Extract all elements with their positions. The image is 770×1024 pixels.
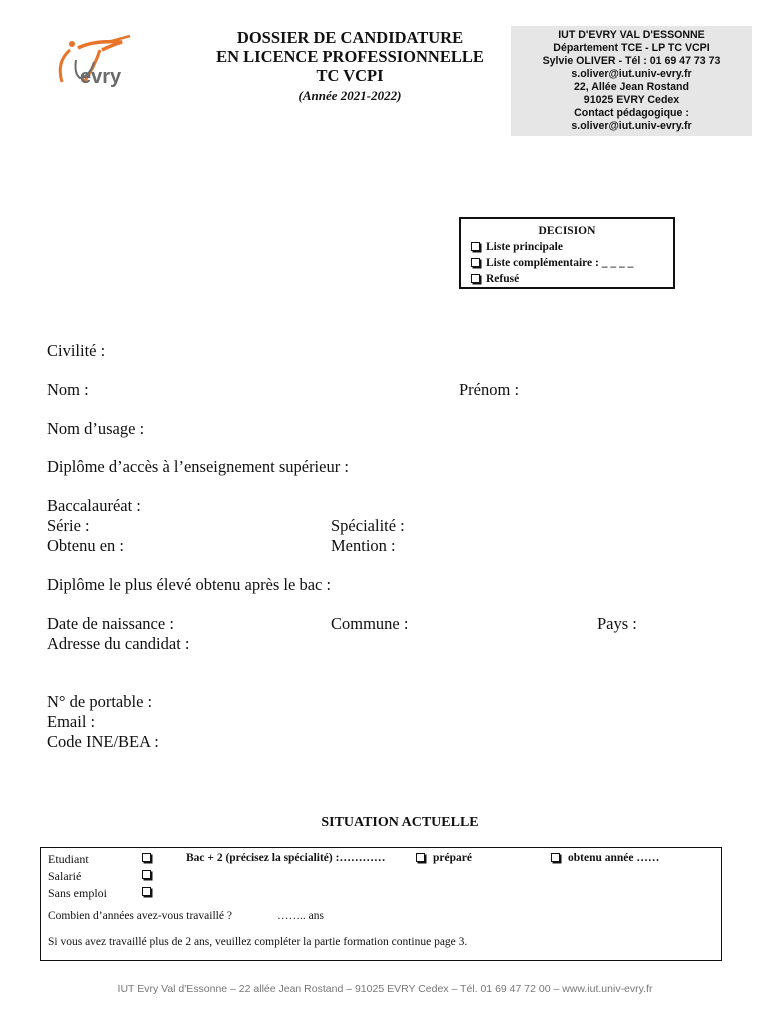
annees-travail-label: Combien d’années avez-vous travaillé ? xyxy=(48,910,232,922)
checkbox[interactable] xyxy=(471,242,480,251)
checkbox[interactable] xyxy=(471,258,480,267)
academic-year: (Année 2021-2022) xyxy=(298,88,402,103)
logo-text: evry xyxy=(80,66,122,88)
prenom-label: Prénom : xyxy=(459,380,520,399)
contact-email: s.oliver@iut.univ-evry.fr xyxy=(571,120,692,132)
serie-label: Série : xyxy=(47,516,90,535)
diplome-eleve-label: Diplôme le plus élevé obtenu après le bac : xyxy=(47,575,332,594)
title-line-3: TC VCPI xyxy=(316,66,384,85)
checkbox[interactable] xyxy=(471,274,480,283)
portable-label: N° de portable : xyxy=(47,692,153,711)
decision-option: Liste complémentaire : _ _ _ _ xyxy=(471,255,673,271)
obtenu-en-label: Obtenu en : xyxy=(47,536,124,555)
sans-emploi-checkbox[interactable] xyxy=(142,887,151,896)
title-line-2: EN LICENCE PROFESSIONNELLE xyxy=(216,47,484,66)
formation-continue-note: Si vous avez travaillé plus de 2 ans, veuillez compléter la partie formation continue page 3. xyxy=(48,936,468,948)
status-etudiant: Etudiant xyxy=(48,852,89,866)
contact-box xyxy=(511,26,752,136)
decision-title: DECISION xyxy=(538,225,596,237)
nom-usage-label: Nom d’usage : xyxy=(47,419,145,438)
diplome-acces-label: Diplôme d’accès à l’enseignement supérieur : xyxy=(47,457,349,476)
situation-title: SITUATION ACTUELLE xyxy=(321,815,479,830)
contact-line: Département TCE - LP TC VCPI xyxy=(553,42,710,54)
decision-box xyxy=(459,217,675,289)
obtenu-checkbox[interactable] xyxy=(551,853,560,862)
contact-line: Sylvie OLIVER - Tél : 01 69 47 73 73 xyxy=(542,55,721,67)
salarie-checkbox[interactable] xyxy=(142,870,151,879)
email-label: Email : xyxy=(47,712,96,731)
decision-option: Refusé xyxy=(471,271,673,287)
pays-label: Pays : xyxy=(597,614,637,633)
contact-email: s.oliver@iut.univ-evry.fr xyxy=(571,68,692,80)
situation-box xyxy=(40,847,722,961)
etudiant-checkbox[interactable] xyxy=(142,853,151,862)
contact-line: 91025 EVRY Cedex xyxy=(583,94,680,106)
document-title xyxy=(190,28,510,105)
specialite-label: Spécialité : xyxy=(331,516,405,535)
obtenu-annee-label: obtenu année …… xyxy=(568,852,660,864)
baccalaureat-label: Baccalauréat : xyxy=(47,496,141,515)
prepare-checkbox[interactable] xyxy=(416,853,425,862)
commune-label: Commune : xyxy=(331,614,409,633)
mention-label: Mention : xyxy=(331,536,396,555)
date-naissance-label: Date de naissance : xyxy=(47,614,174,633)
contact-line: Contact pédagogique : xyxy=(574,107,689,119)
decision-option: Liste principale xyxy=(471,239,673,255)
adresse-label: Adresse du candidat : xyxy=(47,634,190,653)
iut-evry-logo xyxy=(50,30,160,105)
contact-line: 22, Allée Jean Rostand xyxy=(573,81,689,93)
prepare-label: préparé xyxy=(433,852,472,864)
footer: IUT Evry Val d'Essonne – 22 allée Jean Rostand – 91025 EVRY Cedex – Tél. 01 69 47 72 00 – www.iut.univ-evry.fr xyxy=(117,983,653,995)
civilite-label: Civilité : xyxy=(47,341,106,360)
ans-field: …….. ans xyxy=(277,910,324,922)
nom-label: Nom : xyxy=(47,380,89,399)
contact-line: IUT D'EVRY VAL D'ESSONNE xyxy=(558,29,705,41)
bac2-label: Bac + 2 (précisez la spécialité) :………… xyxy=(186,852,386,864)
status-salarie: Salarié xyxy=(48,869,82,883)
status-sans-emploi: Sans emploi xyxy=(48,886,107,900)
title-line-1: DOSSIER DE CANDIDATURE xyxy=(236,28,464,47)
code-ine-label: Code INE/BEA : xyxy=(47,732,159,751)
